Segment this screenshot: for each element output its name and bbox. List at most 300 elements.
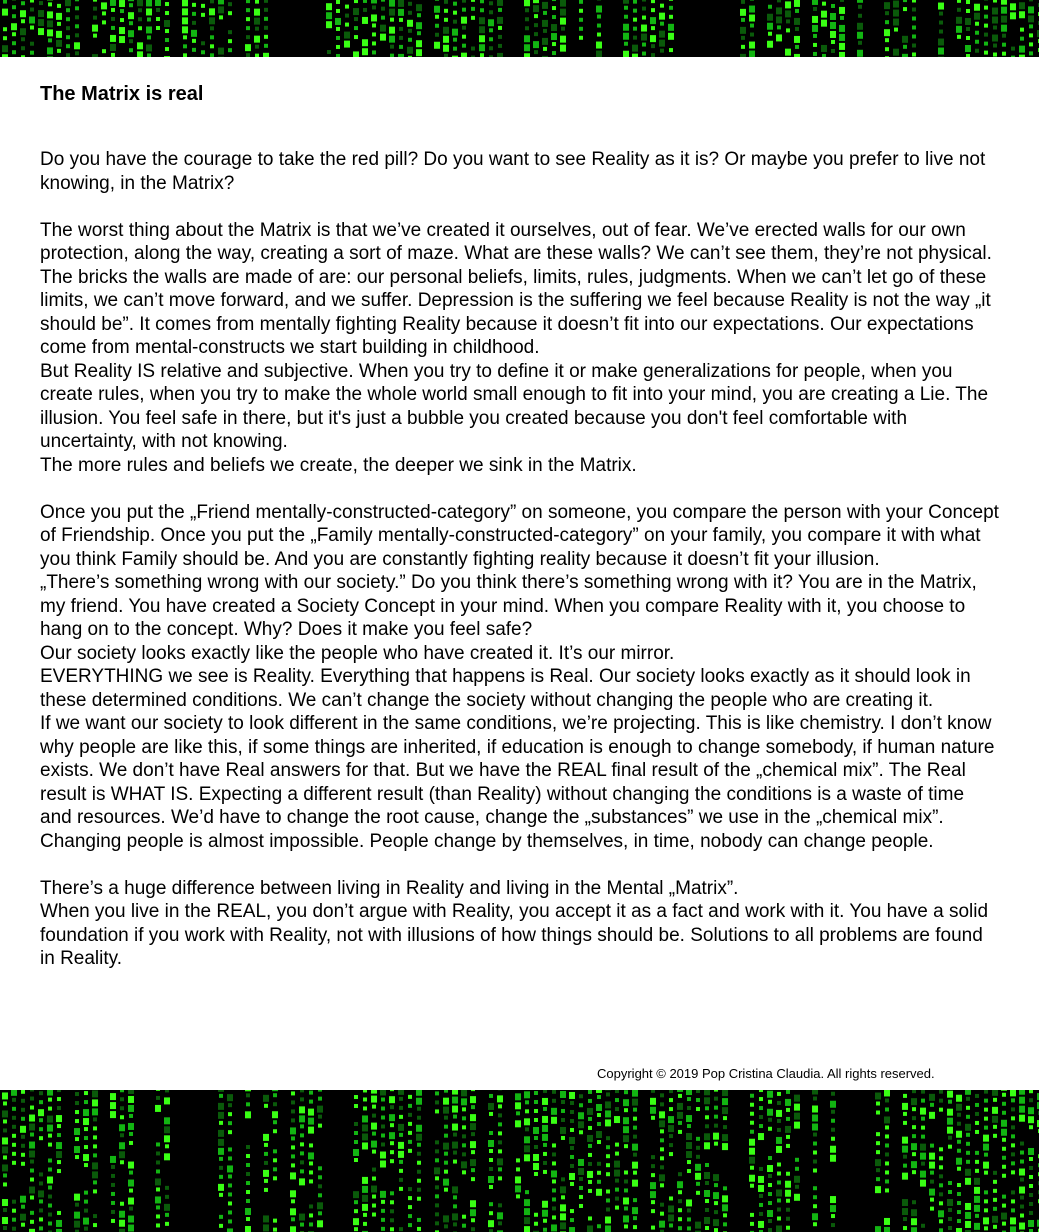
code-glyph (687, 1097, 691, 1101)
code-glyph (291, 1145, 295, 1149)
code-glyph (120, 18, 124, 22)
code-glyph (830, 31, 836, 38)
code-glyph (12, 50, 16, 54)
code-glyph (516, 1167, 520, 1171)
code-glyph (498, 1176, 502, 1180)
code-glyph (48, 38, 52, 42)
code-glyph (435, 33, 439, 37)
code-glyph (39, 1172, 43, 1176)
code-glyph (705, 1199, 709, 1203)
code-glyph (3, 1101, 7, 1105)
code-glyph (218, 1184, 224, 1191)
code-glyph (399, 36, 403, 40)
code-glyph (651, 1090, 655, 1093)
code-glyph (12, 1107, 16, 1111)
code-glyph (30, 1196, 34, 1200)
code-glyph (93, 1144, 97, 1148)
code-glyph (965, 45, 971, 52)
code-glyph (578, 1159, 584, 1166)
code-glyph (632, 1162, 638, 1169)
code-glyph (111, 1192, 115, 1196)
code-glyph (894, 28, 898, 32)
code-glyph (795, 1167, 799, 1171)
code-glyph (1010, 1217, 1016, 1224)
code-glyph (812, 1106, 818, 1113)
code-glyph (381, 1106, 385, 1110)
code-glyph (660, 22, 664, 26)
code-glyph (300, 1151, 304, 1155)
code-glyph (795, 27, 799, 31)
code-glyph (308, 1152, 314, 1159)
code-glyph (714, 1124, 718, 1128)
code-glyph (110, 1111, 116, 1118)
code-glyph (461, 17, 467, 24)
code-glyph (912, 1116, 916, 1120)
code-glyph (39, 1217, 43, 1221)
code-glyph (750, 1103, 754, 1107)
code-glyph (353, 1191, 359, 1198)
code-glyph (390, 54, 394, 57)
code-glyph (155, 1105, 161, 1112)
code-glyph (534, 32, 538, 36)
code-glyph (3, 1208, 7, 1212)
code-glyph (92, 54, 98, 57)
code-glyph (839, 52, 845, 57)
code-glyph (119, 1142, 125, 1149)
code-glyph (299, 1115, 305, 1122)
code-glyph (201, 50, 205, 54)
code-glyph (479, 44, 485, 51)
code-glyph (399, 27, 403, 31)
code-glyph (56, 1220, 62, 1227)
code-glyph (20, 28, 26, 35)
code-glyph (777, 1163, 781, 1167)
code-glyph (668, 1214, 674, 1221)
code-glyph (615, 1188, 619, 1192)
code-glyph (417, 1143, 421, 1147)
code-glyph (120, 1160, 124, 1164)
code-glyph (722, 1107, 728, 1114)
code-glyph (669, 1223, 673, 1227)
code-glyph (777, 1181, 781, 1185)
code-glyph (551, 1224, 557, 1231)
code-glyph (497, 1158, 503, 1165)
code-glyph (525, 1109, 529, 1113)
code-glyph (120, 9, 124, 13)
code-glyph (380, 25, 386, 32)
code-glyph (785, 1099, 791, 1106)
code-glyph (615, 1090, 619, 1093)
code-glyph (30, 26, 34, 30)
code-glyph (444, 1224, 448, 1228)
code-glyph (480, 0, 484, 3)
code-glyph (12, 41, 16, 45)
code-glyph (264, 0, 268, 3)
code-glyph (597, 33, 601, 37)
code-glyph (264, 26, 268, 30)
code-glyph (876, 1132, 880, 1136)
code-glyph (399, 1160, 403, 1164)
code-glyph (435, 1109, 439, 1113)
code-glyph (983, 1144, 989, 1151)
code-glyph (632, 1099, 638, 1106)
code-glyph (677, 1103, 683, 1110)
code-glyph (228, 30, 232, 34)
code-glyph (966, 0, 970, 4)
code-glyph (435, 1221, 439, 1225)
code-glyph (696, 1191, 700, 1195)
code-glyph (444, 18, 448, 22)
code-glyph (579, 1186, 583, 1190)
code-glyph (228, 39, 232, 43)
code-glyph (29, 1142, 35, 1149)
code-glyph (165, 47, 169, 51)
code-glyph (570, 1155, 574, 1159)
code-glyph (21, 1117, 25, 1121)
code-glyph (1011, 1152, 1015, 1156)
code-glyph (273, 1102, 277, 1106)
code-glyph (966, 1106, 970, 1110)
code-glyph (381, 1142, 385, 1146)
code-glyph (714, 1142, 718, 1146)
code-glyph (156, 1187, 160, 1191)
code-glyph (471, 16, 475, 20)
code-glyph (291, 1109, 295, 1113)
code-glyph (830, 22, 836, 29)
code-glyph (245, 1208, 251, 1215)
code-glyph (291, 1091, 295, 1095)
code-glyph (722, 1204, 728, 1211)
code-glyph (219, 1121, 223, 1125)
code-glyph (984, 1117, 988, 1121)
code-glyph (777, 1092, 781, 1096)
code-glyph (2, 9, 8, 16)
code-glyph (92, 1171, 98, 1178)
code-glyph (723, 1116, 727, 1120)
code-glyph (795, 45, 799, 49)
code-glyph (588, 1162, 592, 1166)
code-glyph (713, 1174, 719, 1181)
code-glyph (263, 1095, 269, 1102)
code-glyph (309, 1143, 313, 1147)
code-glyph (624, 1170, 628, 1174)
code-glyph (939, 1228, 943, 1232)
code-glyph (398, 1142, 404, 1149)
code-glyph (1029, 1090, 1033, 1093)
code-glyph (183, 35, 187, 39)
code-glyph (192, 12, 196, 16)
code-glyph (893, 19, 899, 26)
code-glyph (1019, 1169, 1025, 1176)
code-glyph (1001, 25, 1007, 32)
code-glyph (579, 36, 583, 40)
code-glyph (1011, 1170, 1015, 1174)
code-glyph (903, 1121, 907, 1125)
code-glyph (552, 1152, 556, 1156)
code-glyph (164, 1204, 170, 1211)
code-glyph (948, 1217, 952, 1221)
code-glyph (452, 1097, 458, 1104)
code-glyph (390, 1105, 394, 1109)
code-glyph (308, 1127, 314, 1134)
code-glyph (444, 1161, 448, 1165)
code-glyph (1002, 1111, 1006, 1115)
code-glyph (777, 25, 781, 29)
code-glyph (714, 1210, 718, 1214)
code-glyph (939, 1174, 943, 1178)
code-glyph (30, 1220, 34, 1224)
code-glyph (453, 1222, 457, 1226)
code-glyph (164, 1135, 170, 1142)
code-glyph (669, 1143, 673, 1147)
code-glyph (668, 33, 674, 40)
code-glyph (534, 14, 538, 18)
code-glyph (902, 1103, 908, 1110)
code-glyph (128, 1090, 134, 1094)
code-glyph (443, 36, 449, 43)
code-glyph (470, 1159, 476, 1166)
code-glyph (552, 1179, 556, 1183)
code-glyph (435, 15, 439, 19)
code-glyph (255, 45, 259, 49)
code-glyph (453, 1133, 457, 1137)
code-glyph (345, 14, 349, 18)
code-glyph (111, 1210, 115, 1214)
code-glyph (929, 1153, 935, 1160)
code-glyph (381, 1115, 385, 1119)
code-glyph (435, 1185, 439, 1189)
code-glyph (38, 10, 44, 17)
code-glyph (902, 36, 908, 43)
code-glyph (813, 1186, 817, 1190)
code-glyph (768, 5, 772, 9)
code-glyph (408, 1214, 412, 1218)
code-glyph (768, 1183, 772, 1187)
code-glyph (1002, 1138, 1006, 1142)
code-glyph (1028, 1220, 1034, 1227)
code-glyph (146, 26, 152, 33)
code-glyph (291, 1136, 295, 1140)
code-glyph (669, 6, 673, 10)
code-glyph (381, 1097, 385, 1101)
code-glyph (651, 1116, 655, 1120)
code-glyph (309, 1213, 313, 1217)
code-glyph (56, 1115, 62, 1122)
code-glyph (84, 1127, 88, 1131)
code-glyph (759, 1203, 763, 1207)
code-glyph (812, 1213, 818, 1220)
code-glyph (714, 1097, 718, 1101)
code-glyph (561, 1109, 565, 1113)
code-glyph (380, 1151, 386, 1158)
code-glyph (399, 18, 403, 22)
code-glyph (524, 53, 530, 57)
code-glyph (515, 1102, 521, 1109)
code-glyph (300, 1133, 304, 1137)
code-glyph (570, 1164, 574, 1168)
code-glyph (84, 1091, 88, 1095)
code-glyph (12, 1143, 16, 1147)
code-glyph (596, 1104, 602, 1111)
code-glyph (408, 1187, 412, 1191)
code-glyph (354, 17, 358, 21)
paragraph: If we want our society to look different in the same conditions, we’re projecting. This is like chemistry. I don’t know why people are like this, if some things are inherited, if education is enough to change somebody, if human nature exists. We don’t have Real answers for that. But we have the REAL final result of the „chemical mix”. The Real result is WHAT IS. Expecting a different result (than Reality) without changing the conditions is a waste of time and resources. We’d have to change the root cause, change the „substances” we use in the „chemical mix”. Changing people is almost impossible. People change by themselves, in time, nobody can change people. (40, 713, 995, 852)
code-glyph (381, 1227, 385, 1231)
code-glyph (416, 1134, 422, 1141)
code-glyph (534, 1136, 538, 1140)
code-glyph (1001, 1120, 1007, 1127)
code-glyph (489, 1131, 493, 1135)
code-glyph (830, 13, 836, 20)
paragraph-block (40, 501, 1000, 854)
code-glyph (759, 1124, 763, 1128)
code-glyph (975, 40, 979, 44)
code-glyph (111, 26, 115, 30)
code-glyph (966, 36, 970, 40)
code-glyph (786, 1090, 790, 1094)
code-glyph (957, 1219, 961, 1223)
code-glyph (713, 1219, 719, 1226)
code-glyph (471, 1105, 475, 1109)
code-glyph (597, 1113, 601, 1117)
code-glyph (885, 1107, 889, 1111)
code-glyph (2, 1217, 8, 1224)
code-glyph (939, 1192, 943, 1196)
code-glyph (119, 1124, 125, 1131)
code-glyph (794, 1194, 800, 1201)
code-glyph (723, 1222, 727, 1226)
code-glyph (291, 1118, 295, 1122)
code-glyph (102, 49, 106, 53)
code-glyph (110, 44, 116, 51)
code-glyph (408, 29, 412, 33)
code-glyph (488, 1176, 494, 1183)
code-glyph (542, 1098, 548, 1105)
code-glyph (111, 8, 115, 12)
code-glyph (480, 53, 484, 57)
code-glyph (677, 1181, 683, 1188)
code-glyph (83, 1109, 89, 1116)
code-glyph (11, 23, 17, 30)
code-glyph (776, 1137, 782, 1144)
code-glyph (974, 1178, 980, 1185)
code-glyph (353, 8, 359, 15)
code-glyph (912, 1090, 916, 1093)
code-glyph (543, 1143, 547, 1147)
code-glyph (2, 1146, 8, 1153)
code-glyph (39, 1100, 43, 1104)
code-glyph (623, 1126, 629, 1133)
code-glyph (372, 1177, 376, 1181)
code-glyph (219, 15, 223, 19)
code-glyph (993, 53, 997, 57)
code-glyph (21, 1108, 25, 1112)
code-glyph (956, 1104, 962, 1111)
code-glyph (273, 1176, 277, 1180)
code-glyph (993, 1171, 997, 1175)
code-glyph (156, 17, 160, 21)
code-glyph (957, 1122, 961, 1126)
code-glyph (84, 1209, 88, 1213)
code-glyph (497, 53, 503, 57)
code-glyph (524, 1091, 530, 1098)
code-glyph (435, 1100, 439, 1104)
code-glyph (318, 1115, 322, 1119)
code-glyph (813, 1222, 817, 1226)
code-glyph (47, 11, 53, 18)
code-glyph (687, 1124, 691, 1128)
code-glyph (552, 1215, 556, 1219)
code-glyph (12, 1161, 16, 1165)
code-glyph (930, 1207, 934, 1211)
code-glyph (678, 1130, 682, 1134)
code-glyph (722, 1134, 728, 1141)
code-glyph (660, 1203, 664, 1207)
code-glyph (749, 1148, 755, 1155)
code-glyph (632, 45, 638, 52)
code-glyph (218, 6, 224, 13)
code-glyph (687, 1160, 691, 1164)
code-glyph (587, 1225, 593, 1232)
code-glyph (218, 1139, 224, 1146)
code-glyph (273, 1129, 277, 1133)
code-glyph (632, 1144, 638, 1151)
code-glyph (831, 1092, 835, 1096)
code-glyph (794, 0, 800, 7)
code-glyph (363, 0, 367, 3)
code-glyph (705, 1124, 709, 1128)
code-glyph (137, 51, 143, 57)
code-glyph (552, 1090, 556, 1094)
code-glyph (2, 1199, 8, 1206)
code-glyph (246, 17, 250, 21)
code-glyph (155, 1196, 161, 1203)
code-glyph (759, 1167, 763, 1171)
code-glyph (416, 49, 422, 56)
code-glyph (389, 9, 395, 16)
code-glyph (885, 1170, 889, 1174)
code-glyph (1011, 1125, 1015, 1129)
code-glyph (309, 1100, 313, 1104)
code-glyph (597, 1140, 601, 1144)
code-glyph (561, 1136, 565, 1140)
code-glyph (399, 45, 403, 49)
code-glyph (659, 1174, 665, 1181)
code-glyph (983, 1162, 989, 1169)
code-glyph (345, 5, 349, 9)
code-glyph (56, 13, 62, 20)
code-glyph (875, 1093, 881, 1100)
code-glyph (579, 1204, 583, 1208)
code-glyph (597, 0, 601, 1)
code-glyph (570, 1101, 574, 1105)
code-glyph (992, 17, 998, 24)
code-glyph (776, 16, 782, 23)
code-glyph (354, 0, 358, 3)
code-glyph (219, 1175, 223, 1179)
code-glyph (390, 1227, 394, 1231)
code-glyph (722, 1098, 728, 1105)
code-glyph (623, 24, 629, 31)
code-glyph (588, 1117, 592, 1121)
code-glyph (129, 39, 133, 43)
code-glyph (533, 1154, 539, 1161)
code-glyph (984, 1190, 988, 1194)
code-glyph (678, 1199, 682, 1203)
code-glyph (695, 1164, 701, 1171)
code-glyph (902, 54, 908, 57)
code-glyph (705, 1181, 709, 1185)
